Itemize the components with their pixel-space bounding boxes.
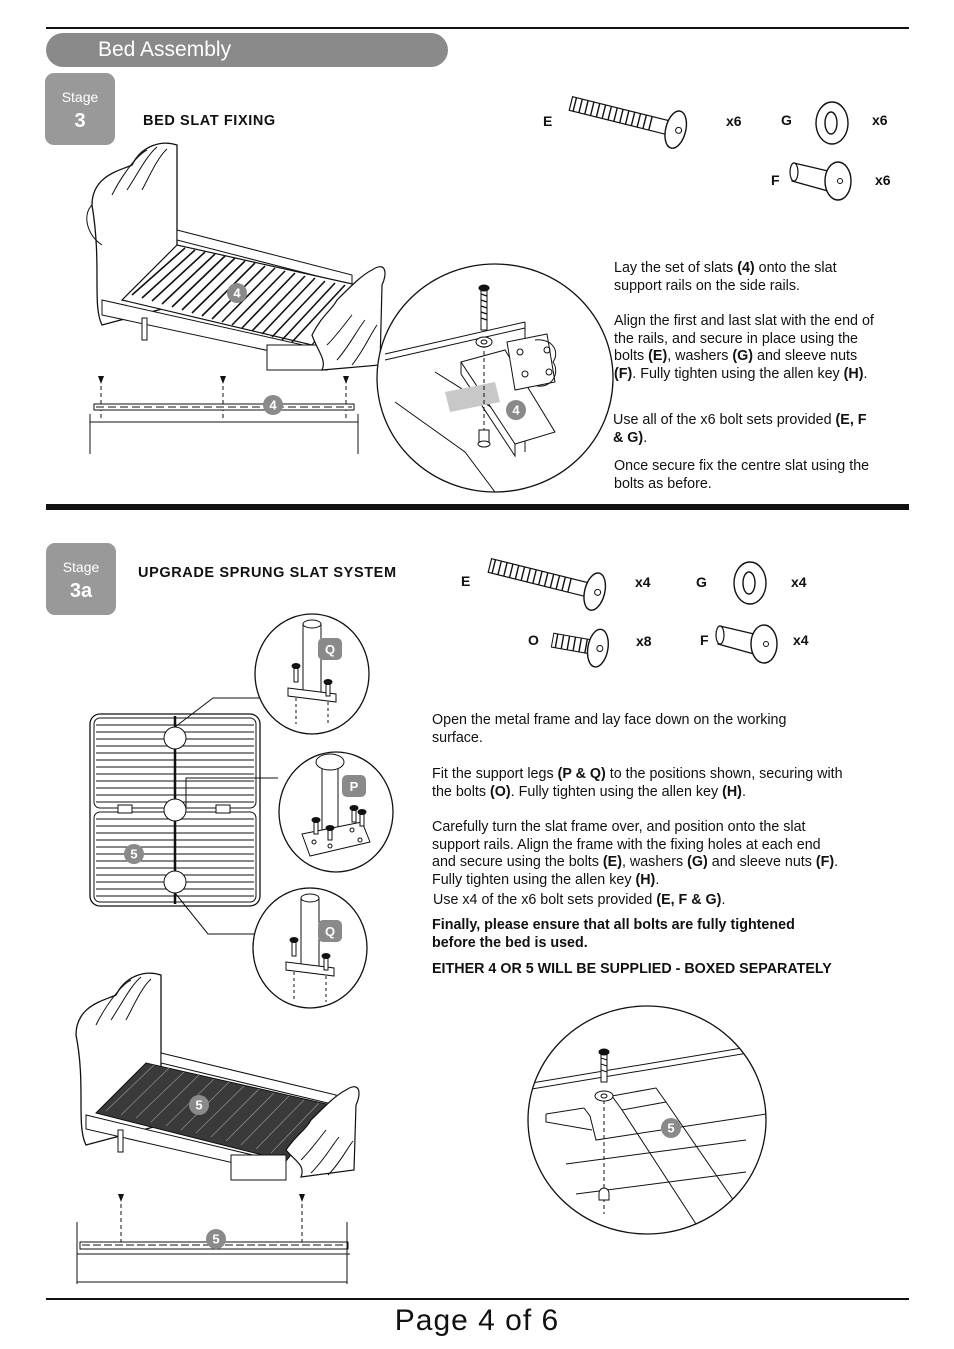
callout-5-frame-text: 5 [130, 846, 138, 862]
callout-4-detail-text: 4 [512, 402, 520, 418]
part-g-qty: x6 [872, 112, 888, 128]
part-e-letter: E [461, 573, 471, 589]
text: Carefully turn the slat frame over, and position onto the slat support rails. Align the frame with the fixing holes at each end and secure using the bolts [432, 819, 821, 870]
bolt-fixing-detail-circle [375, 262, 615, 494]
ref: (E, F & G) [613, 412, 867, 446]
part-g-letter: G [781, 112, 792, 128]
part-f-letter: F [700, 632, 709, 648]
ref: (G) [732, 348, 754, 364]
text: and sleeve nuts [753, 348, 858, 364]
ref: (E) [648, 348, 668, 364]
bed-with-slats-illustration [82, 135, 392, 375]
part-f-qty: x4 [793, 632, 809, 648]
ref: (E) [602, 854, 622, 870]
leg-q-detail-top [254, 612, 372, 736]
bottom-rule [46, 1298, 909, 1300]
stage-3a-supply-note: EITHER 4 OR 5 WILL BE SUPPLIED - BOXED SEPARATELY [432, 961, 832, 977]
stage-3a-instruction-1: Open the metal frame and lay face down on the working surface. [432, 712, 787, 746]
callout-4-profile-text: 4 [269, 397, 277, 413]
stage-3-title: BED SLAT FIXING [143, 113, 276, 129]
callout-5-detail-text: 5 [667, 1120, 675, 1136]
text: . [721, 892, 726, 908]
part-e-qty: x4 [635, 574, 651, 590]
sleeve-nut-f-illustration [788, 155, 854, 205]
stage-3a-instruction-5: Finally, please ensure that all bolts are fully tightened before the bed is used. [432, 917, 795, 951]
stage-3-instruction-1 [614, 260, 884, 295]
sprung-bolt-fixing-detail-circle [526, 1004, 768, 1236]
ref: (H) [635, 871, 656, 888]
stage-3a-instruction-4 [433, 892, 853, 910]
callout-5-profile [206, 1229, 228, 1249]
section-header [46, 33, 448, 67]
text: . Fully tighten using the allen key [632, 365, 844, 382]
text: . [655, 871, 660, 888]
ref: (H) [843, 365, 864, 382]
stage-label: Stage [61, 89, 99, 105]
leg-q-label: Q [324, 924, 336, 939]
ref: (F) [614, 365, 633, 382]
callout-4-detail [506, 400, 528, 420]
part-g-letter: G [696, 574, 707, 590]
leg-q-badge-top [318, 638, 342, 660]
stage-3a-instruction-3 [432, 819, 844, 889]
part-o-letter: O [528, 632, 539, 648]
text: , washers [667, 348, 733, 364]
text: , washers [621, 854, 688, 870]
washer-g-illustration [730, 560, 770, 606]
sleeve-nut-f-illustration [714, 618, 780, 668]
stage-3a-title: UPGRADE SPRUNG SLAT SYSTEM [138, 565, 397, 581]
text: onto the slat support rails on the side rails. [614, 260, 837, 294]
stage-3-instruction-3 [613, 412, 873, 447]
text: . [741, 783, 746, 800]
stage-3a-badge [46, 543, 116, 615]
leg-p-badge [342, 775, 366, 797]
text: to the positions shown, securing with the bolts [432, 766, 843, 800]
page-number: Page 4 of 6 [394, 1304, 560, 1337]
callout-4-profile [263, 395, 285, 415]
callout-5-bed-text: 5 [195, 1097, 203, 1113]
part-o-qty: x8 [636, 633, 652, 649]
leg-p-detail [278, 750, 396, 874]
callout-5-profile-text: 5 [212, 1231, 220, 1247]
stage-3-instruction-2 [614, 313, 874, 383]
text: . Fully tighten using the allen key [432, 854, 839, 888]
bed-with-sprung-slats-illustration [66, 965, 376, 1195]
callout-4-bed-text: 4 [233, 285, 241, 301]
part-f-letter: F [771, 172, 780, 188]
top-rule [46, 27, 909, 29]
callout-5-frame [124, 844, 146, 864]
text: Use x4 of the x6 bolt sets provided [433, 892, 657, 908]
text: Lay the set of slats [614, 260, 738, 276]
text: . [643, 429, 648, 446]
slat-profile-illustration [88, 374, 363, 454]
callout-5-detail [661, 1118, 683, 1138]
ref: (4) [737, 260, 755, 276]
bolt-e-illustration [484, 550, 619, 620]
part-e-letter: E [543, 113, 553, 129]
stage-3a-instruction-2 [432, 766, 852, 801]
stage-label: Stage [62, 559, 100, 575]
bolt-e-illustration [565, 88, 700, 158]
part-g-qty: x4 [791, 574, 807, 590]
ref: (E, F & G) [656, 892, 722, 908]
stage-3-instruction-4: Once secure fix the centre slat using the bolts as before. [614, 458, 870, 492]
stage-divider [46, 504, 909, 510]
text: and sleeve nuts [707, 854, 816, 870]
bolt-o-illustration [550, 622, 616, 670]
callout-4-bed [227, 283, 249, 303]
ref: (O) [490, 783, 511, 800]
text: Fit the support legs [432, 766, 558, 782]
stage-number: 3 [74, 110, 86, 132]
callout-5-bed [189, 1095, 211, 1115]
part-e-qty: x6 [726, 113, 742, 129]
ref: (H) [722, 783, 742, 800]
leg-p-label: P [349, 779, 359, 794]
ref: (P & Q) [557, 766, 606, 782]
stage-number: 3a [69, 580, 93, 602]
text: . Fully tighten using the allen key [510, 783, 723, 800]
section-title: Bed Assembly [98, 38, 232, 61]
ref: (G) [687, 854, 708, 870]
washer-g-illustration [812, 100, 852, 146]
ref: (F) [815, 854, 835, 870]
text: Use all of the x6 bolt sets provided [613, 412, 836, 428]
leg-q-badge-bottom [318, 920, 342, 942]
leg-q-label: Q [324, 642, 336, 657]
part-f-qty: x6 [875, 172, 891, 188]
text: Align the first and last slat with the end of the rails, and secure in place using the bolts [614, 313, 874, 364]
text: . [863, 365, 868, 382]
